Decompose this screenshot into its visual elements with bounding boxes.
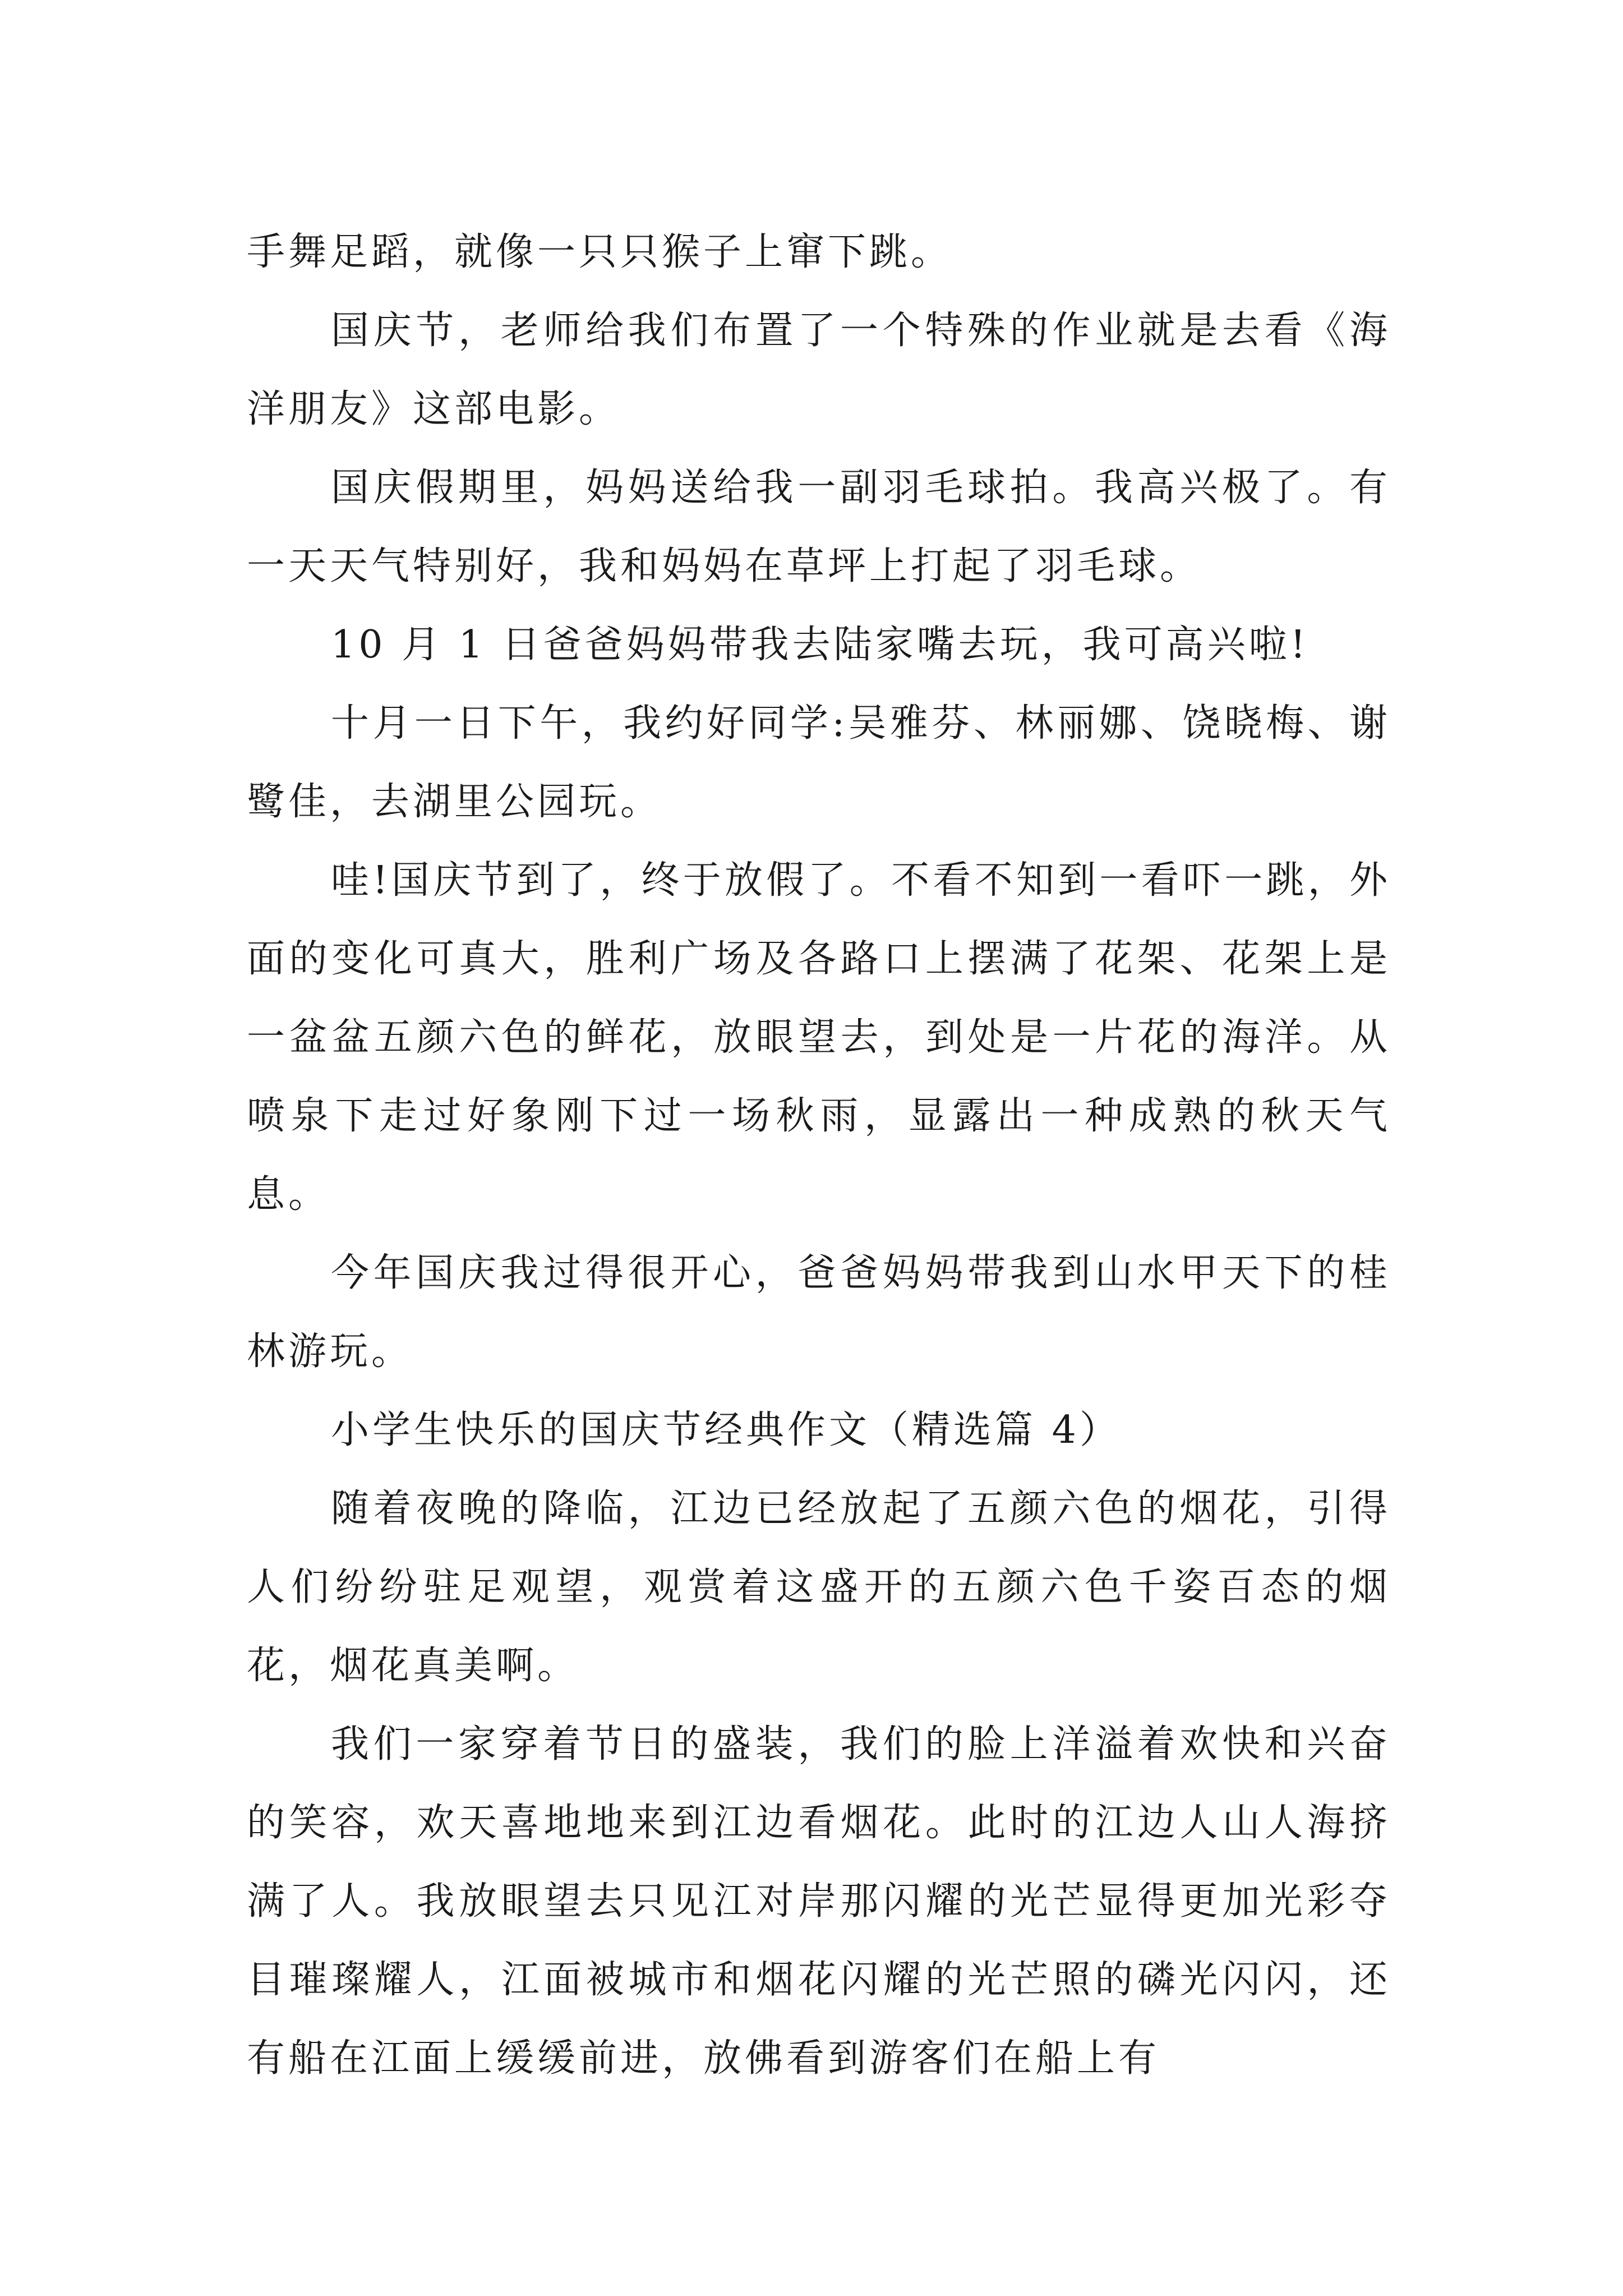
paragraph-3: 国庆假期里，妈妈送给我一副羽毛球拍。我高兴极了。有一天天气特别好，我和妈妈在草坪上打起了羽毛球。	[247, 466, 1391, 588]
paragraph-7: 今年国庆我过得很开心，爸爸妈妈带我到山水甲天下的桂林游玩。	[247, 1251, 1391, 1374]
paragraph-2: 国庆节，老师给我们布置了一个特殊的作业就是去看《海洋朋友》这部电影。	[247, 309, 1391, 431]
paragraph-10: 我们一家穿着节日的盛装，我们的脸上洋溢着欢快和兴奋的笑容，欢天喜地地来到江边看烟花。此时的江边人山人海挤满了人。我放眼望去只见江对岸那闪耀的光芒显得更加光彩夺目璀璨耀人，江面被城市和烟花闪耀的光芒照的磷光闪闪，还有船在江面上缓缓前进，放佛看到游客们在船上有	[247, 1722, 1391, 2081]
paragraph-9: 随着夜晚的降临，江边已经放起了五颜六色的烟花，引得人们纷纷驻足观望，观赏着这盛开的五颜六色千姿百态的烟花，烟花真美啊。	[247, 1487, 1391, 1688]
body-text	[247, 213, 1391, 2098]
paragraph-1: 手舞足蹈，就像一只只猴子上窜下跳。	[247, 230, 953, 274]
section-heading: 小学生快乐的国庆节经典作文（精选篇 4）	[331, 1408, 1121, 1452]
paragraph-6: 哇!国庆节到了，终于放假了。不看不知到一看吓一跳，外面的变化可真大，胜利广场及各路口上摆满了花架、花架上是一盆盆五颜六色的鲜花，放眼望去，到处是一片花的海洋。从喷泉下走过好象刚下过一场秋雨，显露出一种成熟的秋天气息。	[247, 858, 1391, 1217]
paragraph-4: 10 月 1 日爸爸妈妈带我去陆家嘴去玩，我可高兴啦!	[331, 623, 1309, 667]
paragraph-5: 十月一日下午，我约好同学:吴雅芬、林丽娜、饶晓梅、谢鹭佳，去湖里公园玩。	[247, 701, 1391, 824]
